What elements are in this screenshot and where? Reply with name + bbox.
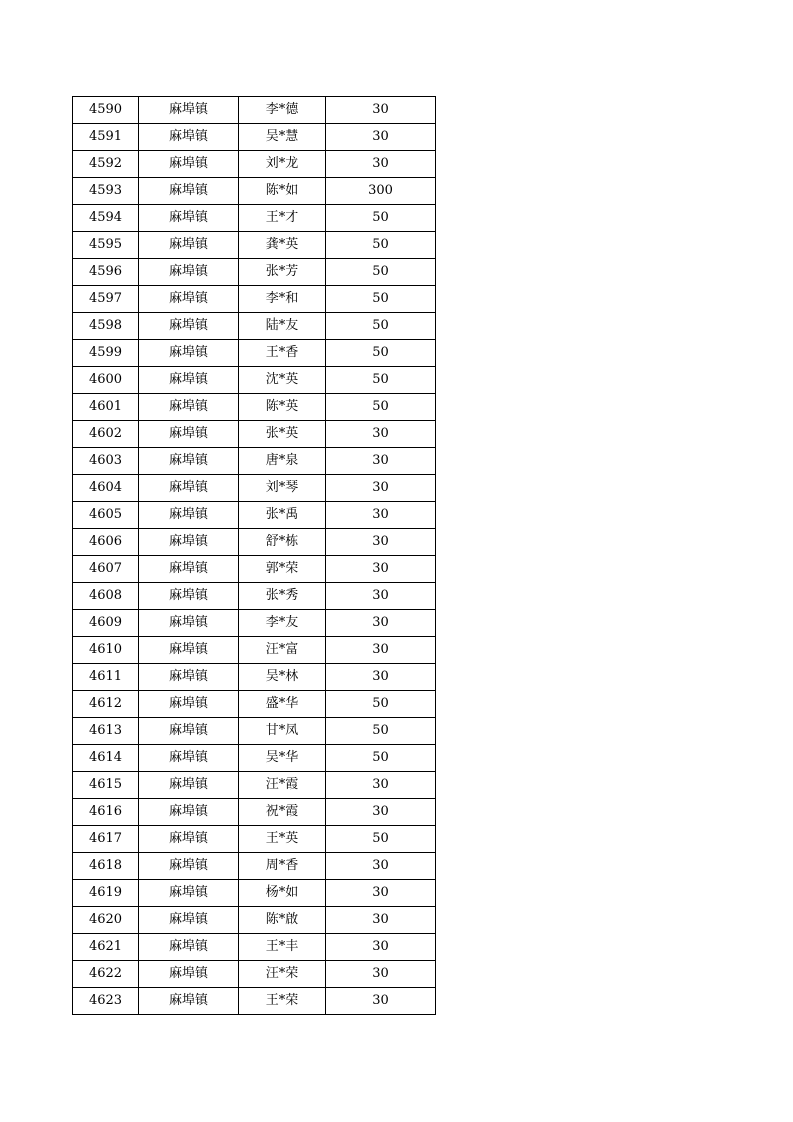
- town-cell: 麻埠镇: [139, 232, 239, 259]
- person-name-cell: 陈*啟: [239, 907, 326, 934]
- amount-cell: 50: [326, 205, 436, 232]
- serial-number-cell: 4618: [73, 853, 139, 880]
- table-row: [73, 151, 436, 178]
- person-name-cell: 王*香: [239, 340, 326, 367]
- town-cell: 麻埠镇: [139, 97, 239, 124]
- serial-number-cell: 4602: [73, 421, 139, 448]
- town-cell: 麻埠镇: [139, 853, 239, 880]
- amount-cell: 50: [326, 232, 436, 259]
- town-cell: 麻埠镇: [139, 826, 239, 853]
- amount-cell: 50: [326, 367, 436, 394]
- amount-cell: 30: [326, 880, 436, 907]
- data-table: [72, 96, 436, 1015]
- serial-number-cell: 4594: [73, 205, 139, 232]
- serial-number-cell: 4607: [73, 556, 139, 583]
- serial-number-cell: 4592: [73, 151, 139, 178]
- amount-cell: 50: [326, 826, 436, 853]
- town-cell: 麻埠镇: [139, 529, 239, 556]
- town-cell: 麻埠镇: [139, 637, 239, 664]
- town-cell: 麻埠镇: [139, 907, 239, 934]
- serial-number-cell: 4603: [73, 448, 139, 475]
- table-row: [73, 232, 436, 259]
- town-cell: 麻埠镇: [139, 448, 239, 475]
- serial-number-cell: 4595: [73, 232, 139, 259]
- town-cell: 麻埠镇: [139, 745, 239, 772]
- person-name-cell: 杨*如: [239, 880, 326, 907]
- town-cell: 麻埠镇: [139, 340, 239, 367]
- person-name-cell: 李*和: [239, 286, 326, 313]
- person-name-cell: 王*英: [239, 826, 326, 853]
- person-name-cell: 张*芳: [239, 259, 326, 286]
- serial-number-cell: 4591: [73, 124, 139, 151]
- town-cell: 麻埠镇: [139, 124, 239, 151]
- table-row: [73, 988, 436, 1015]
- amount-cell: 30: [326, 961, 436, 988]
- table-row: [73, 637, 436, 664]
- person-name-cell: 李*德: [239, 97, 326, 124]
- town-cell: 麻埠镇: [139, 583, 239, 610]
- town-cell: 麻埠镇: [139, 421, 239, 448]
- amount-cell: 30: [326, 664, 436, 691]
- amount-cell: 30: [326, 907, 436, 934]
- person-name-cell: 陈*英: [239, 394, 326, 421]
- table-row: [73, 799, 436, 826]
- town-cell: 麻埠镇: [139, 151, 239, 178]
- table-row: [73, 97, 436, 124]
- table-row: [73, 907, 436, 934]
- serial-number-cell: 4597: [73, 286, 139, 313]
- table-row: [73, 502, 436, 529]
- amount-cell: 30: [326, 151, 436, 178]
- town-cell: 麻埠镇: [139, 556, 239, 583]
- amount-cell: 30: [326, 124, 436, 151]
- town-cell: 麻埠镇: [139, 394, 239, 421]
- table-row: [73, 178, 436, 205]
- person-name-cell: 李*友: [239, 610, 326, 637]
- serial-number-cell: 4615: [73, 772, 139, 799]
- person-name-cell: 唐*泉: [239, 448, 326, 475]
- serial-number-cell: 4606: [73, 529, 139, 556]
- person-name-cell: 王*荣: [239, 988, 326, 1015]
- town-cell: 麻埠镇: [139, 475, 239, 502]
- amount-cell: 30: [326, 988, 436, 1015]
- person-name-cell: 吴*华: [239, 745, 326, 772]
- table-row: [73, 259, 436, 286]
- serial-number-cell: 4608: [73, 583, 139, 610]
- amount-cell: 50: [326, 691, 436, 718]
- town-cell: 麻埠镇: [139, 502, 239, 529]
- person-name-cell: 舒*栋: [239, 529, 326, 556]
- amount-cell: 30: [326, 529, 436, 556]
- amount-cell: 50: [326, 259, 436, 286]
- person-name-cell: 周*香: [239, 853, 326, 880]
- amount-cell: 30: [326, 97, 436, 124]
- serial-number-cell: 4620: [73, 907, 139, 934]
- person-name-cell: 汪*富: [239, 637, 326, 664]
- person-name-cell: 盛*华: [239, 691, 326, 718]
- person-name-cell: 张*英: [239, 421, 326, 448]
- amount-cell: 50: [326, 340, 436, 367]
- serial-number-cell: 4623: [73, 988, 139, 1015]
- serial-number-cell: 4599: [73, 340, 139, 367]
- table-row: [73, 313, 436, 340]
- serial-number-cell: 4598: [73, 313, 139, 340]
- amount-cell: 30: [326, 583, 436, 610]
- person-name-cell: 吴*林: [239, 664, 326, 691]
- serial-number-cell: 4600: [73, 367, 139, 394]
- town-cell: 麻埠镇: [139, 772, 239, 799]
- serial-number-cell: 4611: [73, 664, 139, 691]
- table-row: [73, 583, 436, 610]
- person-name-cell: 甘*凤: [239, 718, 326, 745]
- town-cell: 麻埠镇: [139, 691, 239, 718]
- serial-number-cell: 4605: [73, 502, 139, 529]
- table-row: [73, 475, 436, 502]
- person-name-cell: 刘*龙: [239, 151, 326, 178]
- town-cell: 麻埠镇: [139, 799, 239, 826]
- table-row: [73, 934, 436, 961]
- serial-number-cell: 4601: [73, 394, 139, 421]
- table-row: [73, 745, 436, 772]
- person-name-cell: 王*丰: [239, 934, 326, 961]
- town-cell: 麻埠镇: [139, 286, 239, 313]
- amount-cell: 300: [326, 178, 436, 205]
- amount-cell: 30: [326, 853, 436, 880]
- amount-cell: 50: [326, 286, 436, 313]
- person-name-cell: 王*才: [239, 205, 326, 232]
- table-row: [73, 448, 436, 475]
- amount-cell: 30: [326, 637, 436, 664]
- table-row: [73, 610, 436, 637]
- amount-cell: 30: [326, 421, 436, 448]
- amount-cell: 30: [326, 934, 436, 961]
- person-name-cell: 汪*荣: [239, 961, 326, 988]
- town-cell: 麻埠镇: [139, 988, 239, 1015]
- town-cell: 麻埠镇: [139, 610, 239, 637]
- person-name-cell: 吴*慧: [239, 124, 326, 151]
- amount-cell: 50: [326, 745, 436, 772]
- person-name-cell: 陆*友: [239, 313, 326, 340]
- table-row: [73, 394, 436, 421]
- serial-number-cell: 4612: [73, 691, 139, 718]
- amount-cell: 30: [326, 475, 436, 502]
- town-cell: 麻埠镇: [139, 313, 239, 340]
- table-row: [73, 286, 436, 313]
- amount-cell: 50: [326, 718, 436, 745]
- serial-number-cell: 4616: [73, 799, 139, 826]
- person-name-cell: 刘*琴: [239, 475, 326, 502]
- table-row: [73, 124, 436, 151]
- table-row: [73, 664, 436, 691]
- person-name-cell: 张*禹: [239, 502, 326, 529]
- serial-number-cell: 4596: [73, 259, 139, 286]
- table-row: [73, 772, 436, 799]
- person-name-cell: 张*秀: [239, 583, 326, 610]
- amount-cell: 30: [326, 448, 436, 475]
- table-row: [73, 718, 436, 745]
- serial-number-cell: 4614: [73, 745, 139, 772]
- serial-number-cell: 4622: [73, 961, 139, 988]
- amount-cell: 50: [326, 394, 436, 421]
- town-cell: 麻埠镇: [139, 934, 239, 961]
- town-cell: 麻埠镇: [139, 880, 239, 907]
- serial-number-cell: 4617: [73, 826, 139, 853]
- town-cell: 麻埠镇: [139, 664, 239, 691]
- person-name-cell: 汪*霞: [239, 772, 326, 799]
- table-row: [73, 556, 436, 583]
- town-cell: 麻埠镇: [139, 367, 239, 394]
- table-row: [73, 826, 436, 853]
- serial-number-cell: 4609: [73, 610, 139, 637]
- table-row: [73, 421, 436, 448]
- table-row: [73, 529, 436, 556]
- person-name-cell: 龚*英: [239, 232, 326, 259]
- town-cell: 麻埠镇: [139, 205, 239, 232]
- town-cell: 麻埠镇: [139, 718, 239, 745]
- serial-number-cell: 4613: [73, 718, 139, 745]
- table-row: [73, 853, 436, 880]
- serial-number-cell: 4604: [73, 475, 139, 502]
- person-name-cell: 郭*荣: [239, 556, 326, 583]
- table-row: [73, 880, 436, 907]
- serial-number-cell: 4619: [73, 880, 139, 907]
- serial-number-cell: 4590: [73, 97, 139, 124]
- town-cell: 麻埠镇: [139, 178, 239, 205]
- amount-cell: 30: [326, 556, 436, 583]
- table-row: [73, 340, 436, 367]
- person-name-cell: 沈*英: [239, 367, 326, 394]
- table-row: [73, 205, 436, 232]
- table-row: [73, 961, 436, 988]
- person-name-cell: 陈*如: [239, 178, 326, 205]
- serial-number-cell: 4621: [73, 934, 139, 961]
- town-cell: 麻埠镇: [139, 961, 239, 988]
- town-cell: 麻埠镇: [139, 259, 239, 286]
- amount-cell: 30: [326, 610, 436, 637]
- amount-cell: 30: [326, 772, 436, 799]
- amount-cell: 30: [326, 799, 436, 826]
- amount-cell: 30: [326, 502, 436, 529]
- serial-number-cell: 4593: [73, 178, 139, 205]
- person-name-cell: 祝*霞: [239, 799, 326, 826]
- table-body: [73, 97, 436, 1015]
- serial-number-cell: 4610: [73, 637, 139, 664]
- amount-cell: 50: [326, 313, 436, 340]
- table-row: [73, 367, 436, 394]
- table-row: [73, 691, 436, 718]
